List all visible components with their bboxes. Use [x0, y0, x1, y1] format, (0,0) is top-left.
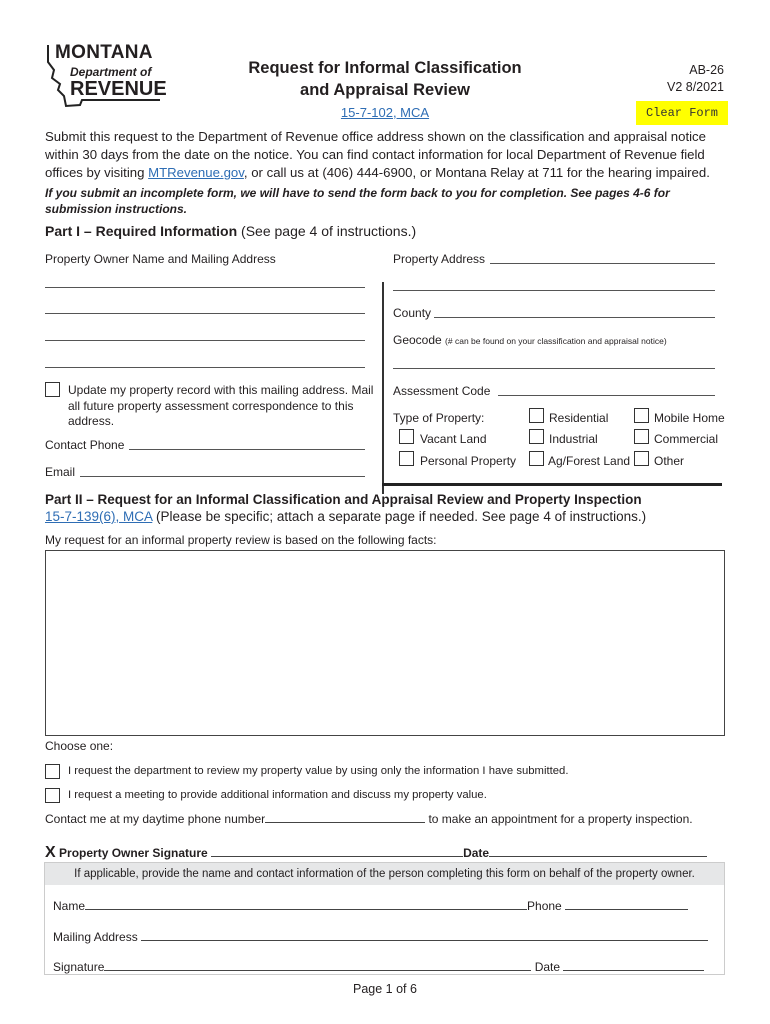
- industrial-label: Industrial: [549, 432, 598, 446]
- page-number: Page 1 of 6: [353, 982, 417, 996]
- rep-signature-field[interactable]: [104, 960, 531, 971]
- geocode-label: [393, 333, 667, 347]
- contact-daytime-row: [45, 812, 693, 826]
- rep-mailing-field[interactable]: [141, 930, 708, 941]
- rep-name-label: Name: [53, 899, 86, 913]
- geocode-note: (# can be found on your classification and appraisal notice): [445, 336, 667, 346]
- geocode-field[interactable]: [393, 368, 715, 369]
- request-meeting-label: I request a meeting to provide additional information and discuss my property value.: [68, 789, 487, 801]
- statute-link[interactable]: 15-7-102, MCA: [340, 105, 430, 120]
- rep-name-row: [53, 899, 688, 913]
- owner-date-field[interactable]: [489, 846, 707, 857]
- assessment-code-label: Assessment Code: [393, 384, 491, 398]
- choose-one-label: Choose one:: [45, 739, 114, 753]
- form-version: V2 8/2021: [667, 80, 724, 94]
- mtrevenue-link[interactable]: MTRevenue.gov: [148, 165, 244, 180]
- rep-mailing-row: [53, 930, 708, 944]
- request-meeting-checkbox[interactable]: [45, 788, 60, 803]
- part2-statute-link[interactable]: 15-7-139(6), MCA: [45, 509, 153, 524]
- rep-signature-label: Signature: [53, 960, 105, 974]
- personal-property-label: Personal Property: [420, 454, 517, 468]
- logo-montana-text: MONTANA: [55, 42, 153, 63]
- property-address-label: Property Address: [393, 252, 486, 266]
- owner-address-line-3[interactable]: [45, 340, 365, 341]
- form-id: AB-26: [689, 63, 724, 77]
- incomplete-warning: If you submit an incomplete form, we will have to send the form back to you for completion. See pages 4-6 for submission instructions.: [45, 186, 670, 216]
- contact-phone-field[interactable]: [129, 449, 365, 450]
- assessment-code-field[interactable]: [498, 395, 715, 396]
- facts-textarea[interactable]: [45, 550, 725, 736]
- intro-text: Submit this request to the Department of Revenue office address shown on the classification and appraisal notice within 30 days from the date on the notice. You can find contact information for local Department of Revenue field offices by visiting: [45, 129, 706, 180]
- commercial-checkbox[interactable]: [634, 429, 649, 444]
- rep-date-field[interactable]: [563, 960, 704, 971]
- residential-checkbox[interactable]: [529, 408, 544, 423]
- vacant-land-checkbox[interactable]: [399, 429, 414, 444]
- contact-before-text: Contact me at my daytime phone number: [45, 812, 266, 826]
- clear-form-button[interactable]: Clear Form: [636, 101, 728, 125]
- logo-department-text: Department of: [70, 65, 152, 79]
- type-of-property-label: Type of Property:: [393, 411, 485, 425]
- form-title: [210, 57, 560, 101]
- intro-paragraph: [45, 128, 735, 182]
- representative-section: [44, 862, 725, 975]
- county-label: County: [393, 306, 432, 320]
- contact-phone-label: Contact Phone: [45, 438, 125, 452]
- update-address-checkbox[interactable]: [45, 382, 60, 397]
- logo-revenue-text: REVENUE: [70, 78, 167, 100]
- form-number: [667, 62, 724, 96]
- part2-note: (Please be specific; attach a separate page if needed. See page 4 of instructions.): [152, 509, 647, 524]
- county-field[interactable]: [434, 317, 715, 318]
- owner-address-line-2[interactable]: [45, 313, 365, 314]
- rep-signature-row: [53, 960, 704, 974]
- signature-x-mark: X: [45, 844, 56, 861]
- daytime-phone-field[interactable]: [265, 812, 425, 823]
- update-address-label: Update my property record with this mailing address. Mail all future property assessment correspondence to this address.: [68, 383, 374, 428]
- commercial-label: Commercial: [654, 432, 719, 446]
- contact-after-text: to make an appointment for a property inspection.: [428, 812, 693, 826]
- representative-instructions: If applicable, provide the name and contact information of the person completing this form on behalf of the property owner.: [45, 863, 724, 885]
- owner-name-label: Property Owner Name and Mailing Address: [45, 252, 276, 266]
- owner-signature-row: [45, 844, 720, 862]
- property-address-line-2[interactable]: [393, 290, 715, 291]
- ag-forest-checkbox[interactable]: [529, 451, 544, 466]
- review-submitted-info-label: I request the department to review my property value by using only the information I have submitted.: [68, 765, 569, 777]
- rep-phone-field[interactable]: [565, 899, 688, 910]
- residential-label: Residential: [549, 411, 609, 425]
- intro-text-end: , or call us at (406) 444-6900, or Montana Relay at 711 for the hearing impaired.: [243, 165, 710, 180]
- statute-reference: [210, 105, 560, 120]
- part1-heading: [45, 223, 416, 239]
- owner-signature-label: Property Owner Signature: [59, 846, 208, 860]
- geocode-label-text: Geocode: [393, 333, 442, 347]
- title-line-1: Request for Informal Classification: [248, 59, 522, 77]
- part2-title: Part II – Request for an Informal Classification and Appraisal Review and Property Inspection: [45, 492, 642, 507]
- part2-heading: [45, 491, 745, 525]
- montana-dor-logo: [40, 40, 165, 110]
- title-line-2: and Appraisal Review: [300, 81, 470, 99]
- rep-mailing-label: Mailing Address: [53, 930, 138, 944]
- ag-forest-label: Ag/Forest Land: [548, 454, 631, 468]
- facts-label: My request for an informal property review is based on the following facts:: [45, 533, 437, 547]
- owner-date-label: Date: [463, 846, 490, 860]
- owner-address-line-1[interactable]: [45, 287, 365, 288]
- part1-title: Part I – Required Information: [45, 223, 238, 239]
- other-label: Other: [654, 454, 685, 468]
- industrial-checkbox[interactable]: [529, 429, 544, 444]
- rep-date-label: Date: [534, 960, 561, 974]
- mobile-home-checkbox[interactable]: [634, 408, 649, 423]
- vacant-land-label: Vacant Land: [420, 432, 487, 446]
- column-divider: [382, 282, 384, 494]
- other-checkbox[interactable]: [634, 451, 649, 466]
- section-rule: [382, 483, 722, 486]
- personal-property-checkbox[interactable]: [399, 451, 414, 466]
- rep-name-field[interactable]: [85, 899, 527, 910]
- owner-address-line-4[interactable]: [45, 367, 365, 368]
- mobile-home-label: Mobile Home: [654, 411, 725, 425]
- owner-signature-field[interactable]: [211, 846, 463, 857]
- part1-note: (See page 4 of instructions.): [237, 223, 417, 239]
- email-field[interactable]: [80, 476, 365, 477]
- review-submitted-info-checkbox[interactable]: [45, 764, 60, 779]
- rep-phone-label: Phone: [527, 899, 562, 913]
- property-address-field[interactable]: [490, 263, 715, 264]
- email-label: Email: [45, 465, 76, 479]
